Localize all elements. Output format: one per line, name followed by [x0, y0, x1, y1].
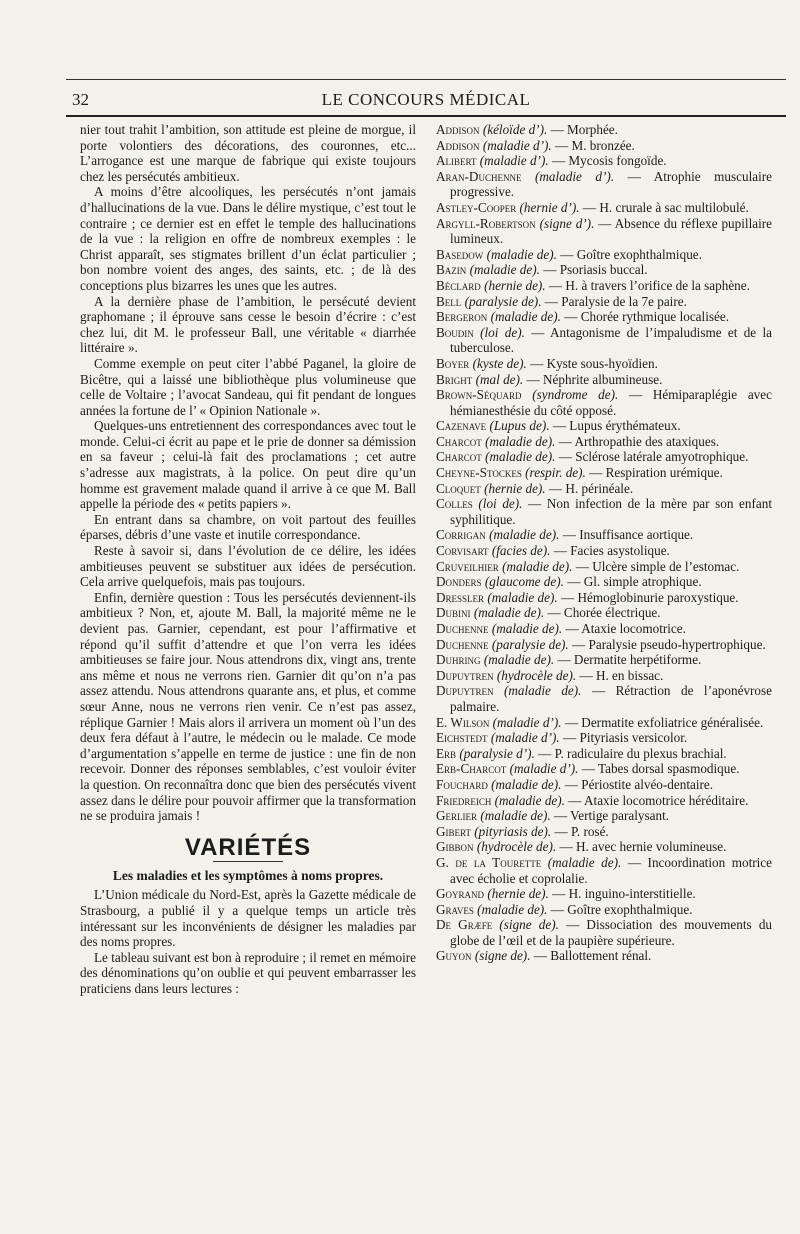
eponym-description: — Gl. simple atrophique. — [563, 574, 702, 590]
paragraph: nier tout trahit l’ambition, son attitude est pleine de morgue, il porte volontiers des décorations, des couronnes, etc... L’arrogance est une marque de fabrique qui existe toujours chez les persécutés ambitieux. — [80, 122, 416, 184]
eponym-specifier: (hernie d’). — [519, 199, 580, 215]
eponym-name: Corrigan — [436, 527, 486, 543]
eponym-specifier: (maladie d’). — [535, 168, 615, 184]
eponym-description: — Paralysie de la 7e paire. — [541, 293, 687, 309]
article-paragraph: Le tableau suivant est bon à reproduire ; il remet en mémoire des dénominations qu’on oublie et qui peuvent embarrasser les praticiens dans leurs lectures : — [80, 949, 416, 996]
eponym-description: — Ballottement rénal. — [530, 948, 652, 964]
eponym-description: — Rétraction de l’aponévrose palmaire. — [450, 683, 773, 714]
paragraph: En entrant dans sa chambre, on voit partout des feuilles éparses, débris d’une vaste et inutile correspondance. — [80, 511, 416, 543]
eponym-description: — Tabes dorsal spasmodique. — [578, 761, 740, 777]
eponym-name: Astley-Cooper — [436, 199, 517, 215]
eponym-specifier: (signe d’). — [539, 215, 595, 231]
eponym-specifier: (maladie de). — [547, 854, 622, 870]
eponym-description: — Néphrite albumineuse. — [523, 371, 663, 387]
eponym-specifier: (maladie de). — [504, 683, 582, 699]
eponym-description: — Chorée électrique. — [544, 605, 661, 621]
eponym-entry — [436, 325, 772, 356]
eponym-entry — [436, 637, 772, 653]
eponym-specifier: (maladie de). — [485, 449, 556, 465]
eponym-name: Brown-Séquard — [436, 387, 522, 403]
eponym-name: Dubini — [436, 605, 471, 621]
eponym-description: — P. rosé. — [551, 823, 609, 839]
eponym-name: Dupuytren — [436, 667, 494, 683]
eponym-name: Boudin — [436, 324, 474, 340]
eponym-entry — [436, 262, 772, 278]
eponym-name: Dressler — [436, 589, 485, 605]
eponym-description: — Kyste sous-hyoïdien. — [526, 355, 658, 371]
eponym-description: — Incoordination motrice avec écholie et coprolalie. — [450, 854, 772, 886]
eponym-entry — [436, 153, 772, 169]
eponym-description: — Atrophie musculaire progressive. — [450, 168, 772, 200]
eponym-entry — [436, 278, 772, 294]
eponym-entry — [436, 138, 772, 154]
eponym-name: Donders — [436, 574, 482, 590]
eponym-entry — [436, 418, 772, 434]
eponym-description: — Psoriasis buccal. — [539, 262, 648, 278]
eponym-entry — [436, 683, 772, 714]
eponym-name: Erb-Charcot — [436, 761, 507, 777]
eponym-name: De Græfe — [436, 917, 493, 933]
eponym-specifier: (maladie de). — [469, 262, 540, 278]
eponym-name: G. de la Tourette — [436, 854, 542, 870]
eponym-specifier: (syndrome de). — [532, 387, 619, 403]
eponym-entry — [436, 356, 772, 372]
paragraph: Reste à savoir si, dans l’évolution de ce délire, les idées ambitieuses peuvent se substituer aux idées de persécution. Cela arrive quelquefois, mais pas toujours. — [80, 543, 416, 590]
eponym-description: — Insuffisance aortique. — [559, 527, 694, 543]
eponym-description: — Absence du réflexe pupillaire lumineux. — [450, 215, 773, 247]
eponym-name: Boyer — [436, 355, 470, 371]
paragraph: A moins d’être alcooliques, les persécutés n’ont jamais d’hallucinations de la vue. Dans le délire mystique, c’est tout le contraire ; ce dernier est en effet le temple des hallucinations de la vue : la religion en offre de nombreux exemples : le Christ apparaît, ses stigmates brillent d’un éclat particulier ; bon nombre voient des anges, des saints, etc. ; de là des conceptions plus bizarres les unes que les autres. — [80, 184, 416, 293]
eponym-specifier: (maladie de). — [494, 792, 565, 808]
eponym-entry — [436, 574, 772, 590]
eponym-description: — H. à travers l’orifice de la saphène. — [545, 277, 750, 293]
eponym-entry — [436, 434, 772, 450]
eponym-description: — Hémoglobinurie paroxystique. — [557, 589, 739, 605]
eponym-specifier: (respir. de). — [525, 465, 586, 481]
eponym-name: Bergeron — [436, 309, 488, 325]
eponym-specifier: (glaucome de). — [484, 574, 564, 590]
eponym-specifier: (kéloïde d’). — [482, 122, 548, 137]
eponym-name: Duchenne — [436, 621, 489, 636]
left-column — [80, 122, 416, 996]
eponym-specifier: (signe de). — [474, 948, 531, 964]
eponym-name: Cheyne-Stockes — [436, 465, 522, 481]
eponym-description: — Mycosis fongoïde. — [548, 153, 667, 169]
eponym-entry — [436, 247, 772, 263]
eponym-name: Alibert — [436, 153, 477, 169]
eponym-entry — [436, 886, 772, 902]
eponym-description: — Ulcère simple de l’estomac. — [572, 558, 740, 574]
eponym-name: Graves — [436, 901, 474, 917]
eponym-entry — [436, 948, 772, 964]
eponym-specifier: (maladie de). — [487, 589, 558, 605]
eponym-entry — [436, 917, 772, 948]
eponym-specifier: (hydrocèle de). — [496, 667, 577, 683]
eponym-name: Dupuytren — [436, 683, 494, 699]
eponym-name: Cruveilhier — [436, 558, 499, 574]
eponym-specifier: (maladie de). — [491, 621, 563, 636]
eponym-description: — Dermatite herpétiforme. — [554, 652, 702, 668]
eponym-description: — H. inguino-interstitielle. — [548, 886, 696, 902]
header-rule — [66, 115, 786, 117]
eponym-specifier: (maladie de). — [490, 309, 561, 325]
eponym-description: — P. radiculaire du plexus brachial. — [534, 745, 727, 761]
eponym-name: Bell — [436, 293, 462, 309]
eponym-specifier: (hernie de). — [487, 886, 549, 902]
eponym-name: Aran-Duchenne — [436, 168, 522, 184]
eponym-name: Gibbon — [436, 839, 474, 855]
eponym-name: Friedreich — [436, 792, 492, 808]
journal-title: LE CONCOURS MÉDICAL — [321, 90, 531, 109]
eponym-description: — Hémiparaplégie avec hémianesthésie du côté opposé. — [450, 387, 772, 418]
eponym-entry — [436, 715, 772, 731]
two-column-body — [80, 122, 772, 996]
eponym-name: Fouchard — [436, 776, 488, 792]
top-rule — [66, 79, 786, 80]
eponym-description: — Antagonisme de l’impaludisme et de la tuberculose. — [450, 324, 772, 356]
eponym-name: Charcot — [436, 449, 482, 465]
eponym-description: — H. périnéale. — [545, 480, 634, 496]
eponym-specifier: (signe de). — [499, 917, 559, 933]
section-rule — [213, 861, 283, 862]
eponym-description: — Vertige paralysant. — [550, 808, 670, 824]
eponym-specifier: (hernie de). — [484, 277, 546, 293]
eponym-entry — [436, 590, 772, 606]
eponym-specifier: (maladie de). — [483, 652, 555, 668]
eponym-specifier: (hydrocèle de). — [476, 839, 557, 855]
eponym-entry — [436, 294, 772, 310]
page-header — [72, 84, 772, 112]
eponym-description: — Sclérose latérale amyotrophique. — [555, 449, 749, 465]
eponym-specifier: (paralysie d’). — [459, 745, 535, 761]
eponym-entry — [436, 543, 772, 559]
eponym-specifier: (paralysie de). — [464, 293, 542, 309]
paragraph: Comme exemple on peut citer l’abbé Paganel, la gloire de Bicêtre, qui a laissé une bibliothèque plus volumineuse que celle de Voltaire ; l’avocat Sandeau, qui fit pendant de longues années la fortune de l’ « Opinion Nationale ». — [80, 355, 416, 418]
eponym-description: — Pityriasis versicolor. — [559, 730, 688, 746]
eponym-specifier: (Lupus de). — [489, 418, 550, 434]
eponym-name: Corvisart — [436, 543, 489, 559]
eponym-entry — [436, 621, 772, 637]
paragraph: A la dernière phase de l’ambition, le persécuté devient graphomane ; il éprouve sans cesse le besoin d’écrire : c’est chez lui, dit M. le professeur Ball, une véritable « diarrhée littéraire ». — [80, 293, 416, 356]
eponym-entry — [436, 309, 772, 325]
eponym-entry — [436, 793, 772, 809]
eponym-specifier: (maladie d’). — [482, 137, 552, 153]
eponym-entry — [436, 746, 772, 762]
eponym-entry — [436, 808, 772, 824]
eponym-entry — [436, 730, 772, 746]
eponym-specifier: (maladie d’). — [509, 761, 579, 777]
eponym-entry — [436, 481, 772, 497]
eponym-entry — [436, 169, 772, 200]
eponym-entry — [436, 668, 772, 684]
eponym-entry — [436, 761, 772, 777]
right-column-eponym-list — [436, 122, 772, 996]
eponym-description: — Respiration urémique. — [585, 465, 723, 481]
eponym-entry — [436, 559, 772, 575]
eponym-name: Cazenave — [436, 418, 487, 434]
eponym-description: — Ataxie locomotrice. — [562, 621, 686, 636]
eponym-entry — [436, 527, 772, 543]
eponym-name: Addison — [436, 122, 480, 137]
eponym-name: Duhring — [436, 652, 481, 668]
eponym-description: — Goître exophthalmique. — [556, 246, 702, 262]
eponym-entry — [436, 200, 772, 216]
eponym-entry — [436, 824, 772, 840]
section-title: VARIÉTÉS — [184, 833, 312, 861]
eponym-description: — H. en bissac. — [576, 667, 664, 683]
eponym-description: — Dermatite exfoliatrice généralisée. — [561, 714, 764, 730]
eponym-name: Argyll-Robertson — [436, 215, 536, 231]
eponym-entry — [436, 855, 772, 886]
eponym-specifier: (maladie de). — [473, 605, 545, 621]
eponym-entry — [436, 372, 772, 388]
eponym-description: — Facies asystolique. — [550, 543, 670, 559]
eponym-name: Charcot — [436, 433, 482, 449]
eponym-name: Cloquet — [436, 480, 481, 496]
eponym-name: Guyon — [436, 948, 472, 964]
eponym-specifier: (maladie d’). — [490, 730, 560, 746]
eponym-description: — Ataxie locomotrice héréditaire. — [564, 792, 749, 808]
eponym-specifier: (hernie de). — [484, 480, 546, 496]
eponym-description: — Arthropathie des ataxiques. — [555, 433, 720, 449]
article-heading: Les maladies et les symptômes à noms propres. — [112, 868, 384, 884]
eponym-name: Bazin — [436, 262, 467, 278]
eponym-specifier: (maladie de). — [477, 901, 548, 917]
page-number: 32 — [72, 90, 89, 109]
eponym-entry — [436, 496, 772, 527]
eponym-name: Bright — [436, 371, 473, 387]
eponym-name: Colles — [436, 496, 473, 512]
eponym-name: Erb — [436, 745, 457, 761]
eponym-specifier: (kyste de). — [472, 355, 527, 371]
eponym-name: Duchenne — [436, 636, 489, 652]
eponym-description: — H. crurale à sac multilobulé. — [579, 199, 749, 215]
eponym-entry — [436, 839, 772, 855]
eponym-name: Basedow — [436, 246, 484, 262]
paragraph: Enfin, dernière question : Tous les persécutés deviennent-ils ambitieux ? Non, et, ajoute M. Ball, la majorité même ne le devient pas. Garnier, cependant, est pour l’affirmative et répond qu’il suffit d’attendre et que l’on verra les idées ambitieuses se faire jour. Nous attendrons dix, vingt ans, trente ans même et nous ne verrons rien. Garnier dit qu’on n’a pas assez attendu. Nous attendrons quarante ans, et plus, et comme sœur Anne, nous ne verrons rien venir. Ce n’est pas assez, réplique Garnier ! Mais alors il arrivera un moment où l’un des deux fera défaut à l’autre, le médecin ou le malade. Ce mode d’argumentation s’appelle en terme de justice : une fin de non recevoir. Donner des réponses semblables, c’est vouloir éviter la question. On reconnaîtra donc que bien des persécutés vivent assez dans le délire pour pouvoir affirmer que la transformation ne se produira jamais ! — [80, 589, 416, 824]
eponym-name: E. Wilson — [436, 714, 490, 730]
eponym-entry — [436, 216, 772, 247]
eponym-specifier: (maladie d’). — [479, 153, 549, 169]
paragraph: Quelques-uns entretiennent des correspondances avec tout le monde. Celui-ci écrit au pape et le prie de donner sa démission en sa faveur ; celui-là fait des proclamations ; cet autre s’adresse aux magistrats, à la police. On peut dire qu’un homme est gravement malade quand il arrive à ce que M. Ball appelle la période des « petits papiers ». — [80, 418, 416, 512]
eponym-description: — Paralysie pseudo-hypertrophique. — [568, 636, 766, 652]
eponym-description: — Goître exophthalmique. — [547, 901, 693, 917]
eponym-name: Gibert — [436, 823, 471, 839]
eponym-description: — Périostite alvéo-dentaire. — [561, 776, 714, 792]
eponym-specifier: (maladie de). — [502, 558, 573, 574]
eponym-description: — Dissociation des mouvements du globe de l’œil et de la paupière supérieure. — [450, 917, 773, 948]
eponym-specifier: (pityriasis de). — [474, 823, 552, 839]
eponym-name: Goyrand — [436, 886, 485, 902]
eponym-specifier: (maladie de). — [489, 527, 560, 543]
eponym-entry — [436, 465, 772, 481]
eponym-entry — [436, 605, 772, 621]
eponym-name: Eichstedt — [436, 730, 488, 746]
eponym-description: — Morphée. — [547, 122, 618, 137]
eponym-entry — [436, 652, 772, 668]
article-paragraph: L’Union médicale du Nord-Est, après la Gazette médicale de Strasbourg, a publié il y a quelque temps un article très intéressant sur les inconvénients de désigner les maladies par des noms propres. — [80, 887, 416, 950]
eponym-specifier: (paralysie de). — [491, 636, 569, 652]
eponym-specifier: (maladie d’). — [492, 714, 562, 730]
eponym-description: — Lupus érythémateux. — [549, 418, 681, 434]
eponym-name: Gerlier — [436, 808, 478, 824]
eponym-entry — [436, 777, 772, 793]
eponym-specifier: (maladie de). — [485, 433, 556, 449]
eponym-specifier: (loi de). — [478, 496, 523, 512]
eponym-description: — Chorée rythmique localisée. — [560, 309, 729, 325]
eponym-description: — H. avec hernie volumineuse. — [556, 839, 727, 855]
eponym-entry — [436, 387, 772, 418]
eponym-description: — M. bronzée. — [551, 137, 635, 153]
eponym-specifier: (mal de). — [475, 371, 524, 387]
eponym-name: Béclard — [436, 277, 481, 293]
eponym-specifier: (maladie de). — [480, 808, 551, 824]
eponym-specifier: (maladie de). — [486, 246, 557, 262]
eponym-entry — [436, 122, 772, 138]
eponym-entry — [436, 449, 772, 465]
eponym-specifier: (facies de). — [491, 543, 551, 559]
eponym-description: — Non infection de la mère par son enfant syphilitique. — [450, 496, 773, 527]
eponym-entry — [436, 902, 772, 918]
eponym-name: Addison — [436, 137, 480, 153]
eponym-specifier: (loi de). — [480, 324, 525, 340]
eponym-specifier: (maladie de). — [491, 776, 562, 792]
